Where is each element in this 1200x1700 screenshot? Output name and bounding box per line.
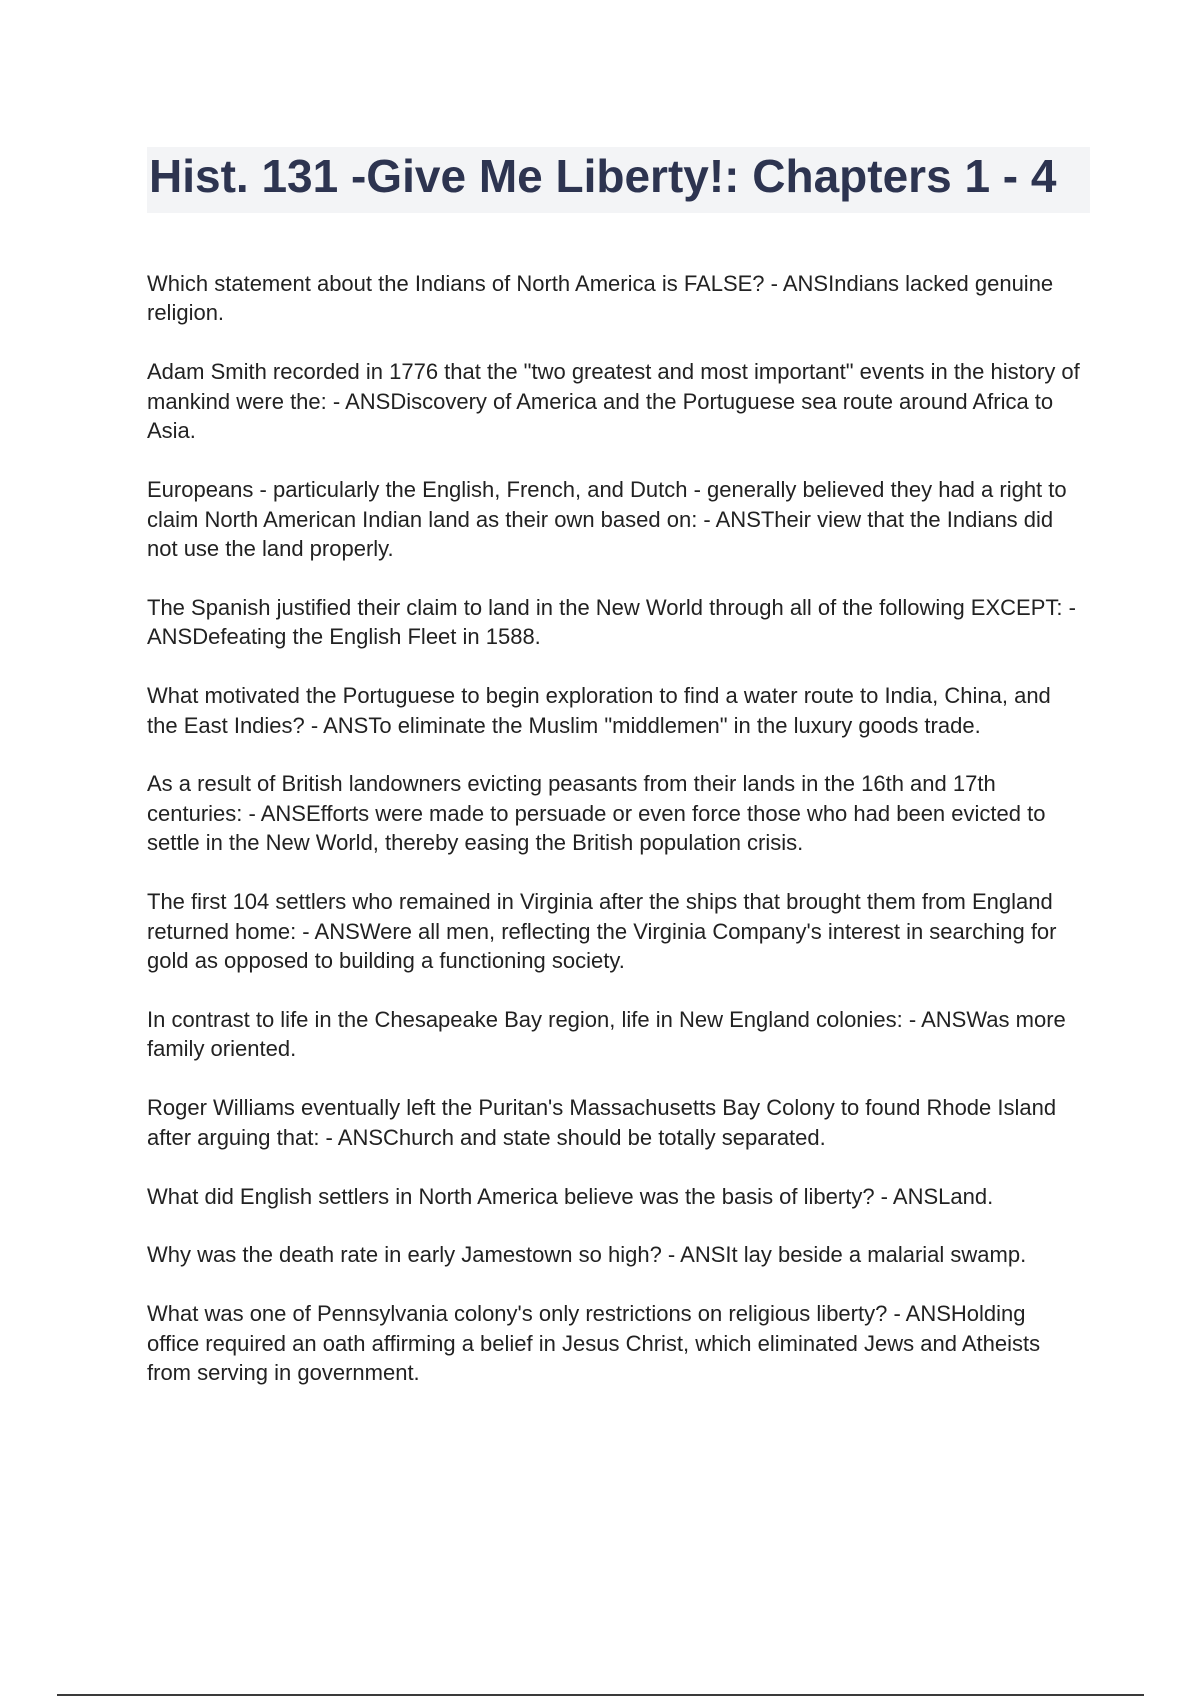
page-bottom-rule bbox=[57, 1694, 1144, 1696]
qa-line: Which statement about the Indians of North America is FALSE? - ANSIndians lacked genuine bbox=[147, 271, 1054, 296]
qa-item bbox=[147, 475, 1092, 563]
qa-line: Roger Williams eventually left the Puritan's Massachusetts Bay Colony to found Rhode Island bbox=[147, 1095, 1057, 1121]
qa-line: family oriented. bbox=[147, 1036, 297, 1062]
qa-item bbox=[147, 269, 1092, 328]
qa-item bbox=[147, 1093, 1092, 1152]
title-banner bbox=[147, 147, 1090, 213]
qa-item bbox=[147, 887, 1092, 975]
question-answer-list bbox=[147, 269, 1092, 1417]
qa-line: not use the land properly. bbox=[147, 535, 394, 561]
qa-line: office required an oath affirming a belief in Jesus Christ, which eliminated Jews and Atheists bbox=[147, 1330, 1041, 1356]
qa-line: In contrast to life in the Chesapeake Bay region, life in New England colonies: - ANSWas more bbox=[147, 1006, 1066, 1032]
qa-item bbox=[147, 1299, 1092, 1387]
qa-line: ANSDefeating the English Fleet in 1588. bbox=[147, 624, 541, 650]
page-title: Hist. 131 -Give Me Liberty!: Chapters 1 - 4 bbox=[149, 150, 1057, 202]
qa-item bbox=[147, 681, 1092, 740]
qa-line: claim North American Indian land as their own based on: - ANSTheir view that the Indians did bbox=[147, 506, 1054, 532]
qa-line: from serving in government. bbox=[147, 1360, 420, 1386]
qa-line: What was one of Pennsylvania colony's only restrictions on religious liberty? - ANSHolding bbox=[147, 1301, 1026, 1327]
qa-line: the East Indies? - ANSTo eliminate the Muslim "middlemen" in the luxury goods trade. bbox=[147, 712, 981, 738]
qa-item bbox=[147, 769, 1092, 857]
qa-line: As a result of British landowners evicting peasants from their lands in the 16th and 17th bbox=[147, 771, 996, 797]
qa-item bbox=[147, 1182, 1092, 1211]
qa-line: Asia. bbox=[147, 418, 196, 444]
qa-line: What motivated the Portuguese to begin exploration to find a water route to India, China, and bbox=[147, 683, 1051, 709]
qa-line: religion. bbox=[147, 300, 225, 326]
qa-line: mankind were the: - ANSDiscovery of America and the Portuguese sea route around Africa to bbox=[147, 388, 1054, 414]
qa-item bbox=[147, 1005, 1092, 1064]
qa-line: The Spanish justified their claim to land in the New World through all of the following EXCEPT: - bbox=[147, 594, 1076, 620]
qa-line: The first 104 settlers who remained in Virginia after the ships that brought them from England bbox=[147, 889, 1053, 915]
qa-line: centuries: - ANSEfforts were made to persuade or even force those who had been evicted to bbox=[147, 800, 1046, 826]
qa-line: Why was the death rate in early Jamestown so high? - ANSIt lay beside a malarial swamp. bbox=[147, 1242, 1027, 1268]
qa-line: gold as opposed to building a functioning society. bbox=[147, 948, 625, 974]
qa-line: What did English settlers in North America believe was the basis of liberty? - ANSLand. bbox=[147, 1183, 994, 1209]
qa-item bbox=[147, 1240, 1092, 1269]
qa-line: after arguing that: - ANSChurch and state should be totally separated. bbox=[147, 1124, 826, 1150]
qa-line: returned home: - ANSWere all men, reflecting the Virginia Company's interest in searching for bbox=[147, 918, 1057, 944]
qa-line: Europeans - particularly the English, French, and Dutch - generally believed they had a right to bbox=[147, 477, 1067, 503]
qa-line: settle in the New World, thereby easing the British population crisis. bbox=[147, 830, 804, 856]
qa-line: Adam Smith recorded in 1776 that the "two greatest and most important" events in the history of bbox=[147, 359, 1080, 385]
qa-item bbox=[147, 357, 1092, 445]
qa-item bbox=[147, 593, 1092, 652]
